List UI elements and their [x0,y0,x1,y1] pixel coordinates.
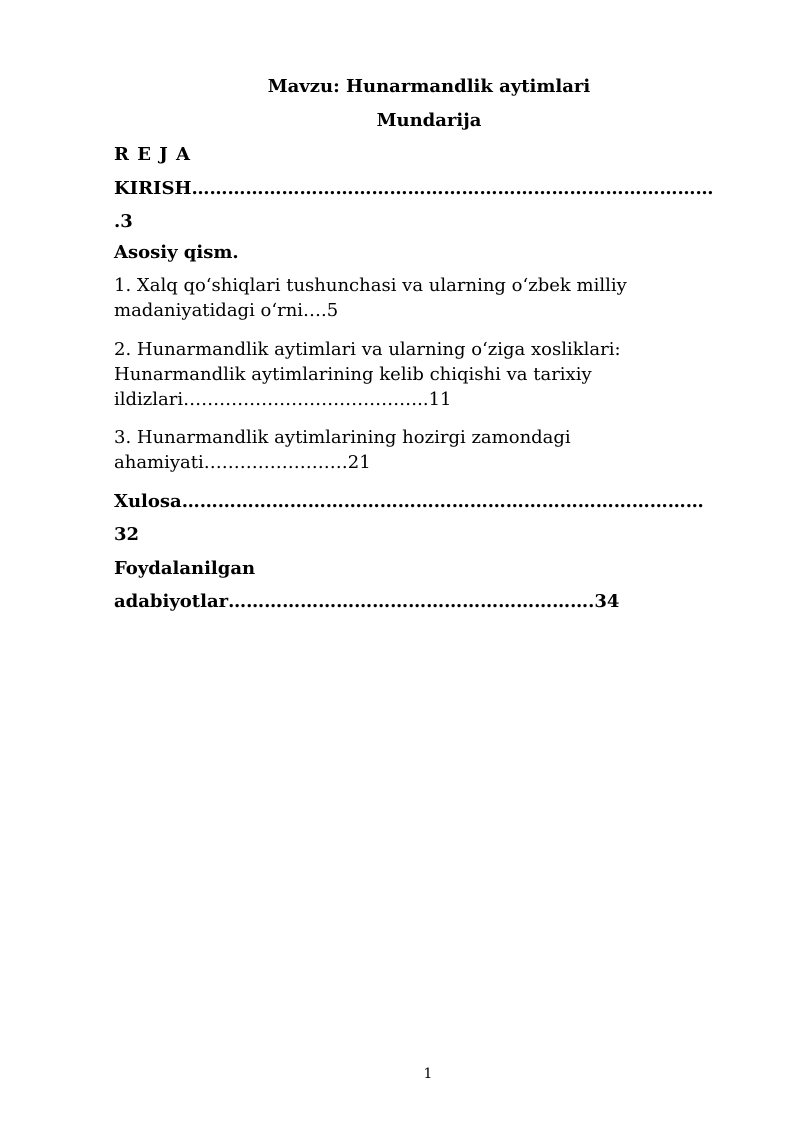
toc-entry-1 [114,273,627,323]
toc-entry-3 [114,425,571,475]
toc-entry-3-line-2: ahamiyati……………………21 [114,452,371,473]
toc-entry-1-line-1: 1. Xalq qoʻshiqlari tushunchasi va ularning oʻzbek milliy [114,275,627,296]
toc-entry-2 [114,337,621,412]
contents-title: Mundarija [376,110,482,131]
toc-entry-2-line-2: Hunarmandlik aytimlarining kelib chiqishi va tarixiy [114,364,592,385]
toc-entry-conclusion-page: 32 [114,524,140,545]
page-number: 1 [423,1066,433,1082]
toc-entry-3-line-1: 3. Hunarmandlik aytimlarining hozirgi zamondagi [114,427,571,448]
toc-entry-2-line-1: 2. Hunarmandlik aytimlari va ularning oʻziga xosliklari: [114,339,621,360]
plan-heading: R E J A [114,144,191,165]
main-part-heading: Asosiy qism. [114,242,239,263]
toc-entry-2-line-3: ildizlari…………………………………..11 [114,389,452,410]
toc-entry-introduction: KIRISH…………………………………………………………………………… [114,178,714,199]
toc-entry-references-line-2: adabiyotlar…………………………………………………….34 [114,591,620,612]
toc-entry-references-line-1: Foydalanilgan [114,558,256,579]
toc-entry-conclusion: Xulosa…………………………………………………………………………… [114,491,704,512]
toc-entry-introduction-page: .3 [114,211,133,232]
toc-entry-1-line-2: madaniyatidagi oʻrni….5 [114,300,339,321]
topic-title: Mavzu: Hunarmandlik aytimlari [267,76,591,97]
